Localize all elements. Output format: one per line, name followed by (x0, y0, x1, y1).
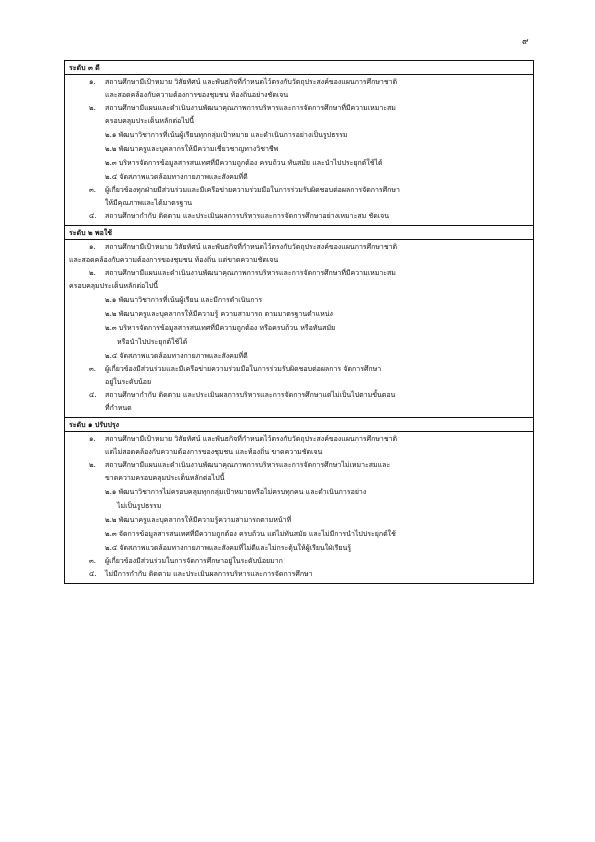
criterion-text: และสอดคล้องกับความต้องการของชุมชน ท้องถิ่นอย่างชัดเจน (105, 91, 289, 99)
criterion-text: สถานศึกษามีแผนและดำเนินงานพัฒนาคุณภาพการบริหารและการจัดการศึกษาที่มีความเหมาะสม (105, 104, 396, 112)
criterion-item (65, 267, 533, 280)
sub-criterion (65, 128, 533, 142)
criterion-text: สถานศึกษามีแผนและดำเนินงานพัฒนาคุณภาพการบริหารและการจัดการศึกษาที่มีความเหมาะสม (105, 269, 396, 277)
criteria-table (64, 60, 534, 584)
criterion-text: สถานศึกษามีแผนและดำเนินงานพัฒนาคุณภาพการบริหารและการจัดการศึกษาไม่เหมาะสมและ (105, 461, 391, 469)
criterion-number: ๔. (89, 212, 97, 220)
criterion-text: ให้มีคุณภาพและได้มาตรฐาน (105, 199, 193, 207)
criterion-item (65, 76, 533, 102)
sub-criterion-text: ๒.๑ พัฒนาวิชาการที่เน้นผู้เรียน และมีการดำเนินการ (105, 296, 263, 304)
criterion-item (65, 102, 533, 128)
level-header: ระดับ ๓ ดี (65, 61, 533, 75)
sub-criterion (65, 307, 533, 321)
criterion-number: ๓. (89, 186, 97, 194)
sub-criterion (65, 293, 533, 307)
criterion-number: ๓. (89, 365, 97, 373)
criterion-item (65, 184, 533, 210)
level-block-fair (65, 225, 533, 417)
criterion-number: ๒. (89, 269, 96, 277)
sub-criterion (65, 485, 533, 513)
sub-criterion-text: ๒.๔ จัดสภาพแวดล้อมทางกายภาพและสังคมที่ดี (105, 352, 248, 360)
sub-criterion (65, 513, 533, 527)
level-header: ระดับ ๒ พอใช้ (65, 225, 533, 240)
level-block-improve (65, 417, 533, 583)
criterion-continuation: ครอบคลุมประเด็นหลักต่อไปนี้ (69, 282, 159, 290)
criterion-text: ผู้เกี่ยวข้องมีส่วนร่วมและมีเครือข่ายความร่วมมือในการร่วมรับผิดชอบต่อผลการ จัดการศึกษา (105, 365, 382, 373)
sub-criterion-text: ๒.๒ พัฒนาครูและบุคลากรให้มีความรู้ความสามารถตามหน้าที่ (105, 516, 292, 524)
criterion-text: สถานศึกษากำกับ ติดตาม และประเมินผลการบริหารและการจัดการศึกษาอย่างเหมาะสม ชัดเจน (105, 212, 390, 220)
criterion-text: ผู้เกี่ยวข้องมีส่วนร่วมในการจัดการศึกษาอยู่ในระดับน้อยมาก (105, 557, 283, 565)
criterion-number: ๑. (89, 78, 96, 86)
criterion-item (65, 210, 533, 223)
criterion-item (65, 433, 533, 459)
level-header: ระดับ ๑ ปรับปรุง (65, 417, 533, 432)
criterion-text: สถานศึกษากำกับ ติดตาม และประเมินผลการบริหารและการจัดการศึกษาแต่ไม่เป็นไปตามขั้นตอน (105, 391, 396, 399)
sub-criterion (65, 170, 533, 184)
sub-criterion (65, 527, 533, 541)
level-body (65, 240, 533, 417)
sub-criterion-text: ไม่เป็นรูปธรรม (117, 502, 162, 510)
criterion-number: ๒. (89, 461, 96, 469)
level-block-good (65, 61, 533, 225)
sub-criterion-text: ๒.๓ บริหารจัดการข้อมูลสารสนเทศที่มีความถูกต้อง ครบถ้วน ทันสมัย และนำไปประยุกต์ใช้ได้ (105, 159, 383, 167)
sub-criterion-text: ๒.๓ บริหารจัดการข้อมูลสารสนเทศที่มีความถูกต้อง หรือครบถ้วน หรือทันสมัย (105, 324, 336, 332)
sub-criterion (65, 142, 533, 156)
sub-criterion (65, 541, 533, 555)
criterion-number: ๓. (89, 557, 97, 565)
criterion-item (65, 241, 533, 254)
sub-criterion (65, 321, 533, 349)
criterion-number: ๔. (89, 391, 97, 399)
level-body (65, 432, 533, 583)
criterion-number: ๑. (89, 435, 96, 443)
criterion-number: ๒. (89, 104, 96, 112)
sub-criterion-text: ๒.๒ พัฒนาครูและบุคลากรให้มีความรู้ ความสามารถ ตามมาตรฐานตำแหน่ง (105, 310, 333, 318)
criterion-number: ๑. (89, 243, 96, 251)
criterion-text: ขาดความครอบคลุมประเด็นหลักต่อไปนี้ (105, 474, 225, 482)
criterion-text: ครอบคลุมประเด็นหลักต่อไปนี้ (105, 117, 195, 125)
sub-criterion-text: ๒.๓ จัดการข้อมูลสารสนเทศที่มีความถูกต้อง ครบถ้วน แต่ไม่ทันสมัย และไม่มีการนำไปประยุกต์ใช้ (105, 530, 396, 538)
sub-criterion-text: ๒.๑ พัฒนาวิชาการที่เน้นผู้เรียนทุกกลุ่มเป้าหมาย และดำเนินการอย่างเป็นรูปธรรม (105, 131, 348, 139)
criterion-text: สถานศึกษามีเป้าหมาย วิสัยทัศน์ และพันธกิจที่กำหนดไว้ตรงกับวัตถุประสงค์ของแผนการศึกษาชาติ (105, 243, 398, 251)
criterion-item (65, 555, 533, 568)
criterion-text: สถานศึกษามีเป้าหมาย วิสัยทัศน์ และพันธกิจที่กำหนดไว้ตรงกับวัตถุประสงค์ของแผนการศึกษาชาติ (105, 78, 398, 86)
sub-criterion (65, 156, 533, 170)
sub-criterion-text: หรือนำไปประยุกต์ใช้ได้ (117, 338, 188, 346)
sub-criterion-text: ๒.๑ พัฒนาวิชาการไม่ครอบคลุมทุกกลุ่มเป้าหมายหรือไม่ครบทุกคน และดำเนินการอย่าง (105, 488, 367, 496)
level-body (65, 75, 533, 225)
criterion-text: สถานศึกษามีเป้าหมาย วิสัยทัศน์ และพันธกิจที่กำหนดไว้ตรงกับวัตถุประสงค์ของแผนการศึกษาชาติ (105, 435, 398, 443)
sub-criterion-text: ๒.๔ จัดสภาพแวดล้อมทางกายภาพและสังคมที่ไม่ดีและไม่กระตุ้นให้ผู้เรียนใฝ่เรียนรู้ (105, 544, 352, 552)
criterion-continuation: และสอดคล้องกับความต้องการของชุมชน ท้องถิ่น แต่ขาดความชัดเจน (69, 256, 279, 264)
criterion-item (65, 363, 533, 389)
criterion-text: อยู่ในระดับน้อย (105, 378, 152, 386)
page-number: ๙ (522, 37, 529, 47)
criterion-text: ผู้เกี่ยวข้องทุกฝ่ายมีส่วนร่วมและมีเครือข่ายความร่วมมือในการร่วมรับผิดชอบต่อผลการจัดการศึกษา (105, 186, 400, 194)
criterion-text: ที่กำหนด (105, 404, 132, 412)
sub-criterion-text: ๒.๒ พัฒนาครูและบุคลากรให้มีความเชี่ยวชาญทางวิชาชีพ (105, 145, 279, 153)
criterion-item (65, 568, 533, 581)
criterion-number: ๔. (89, 570, 97, 578)
criterion-item (65, 389, 533, 415)
criterion-item (65, 459, 533, 485)
criterion-text: แต่ไม่สอดคล้องกับความต้องการของชุมชน และท้องถิ่น ขาดความชัดเจน (105, 448, 323, 456)
sub-criterion (65, 349, 533, 363)
criterion-text: ไม่มีการกำกับ ติดตาม และประเมินผลการบริหารและการจัดการศึกษา (105, 570, 313, 578)
sub-criterion-text: ๒.๔ จัดสภาพแวดล้อมทางกายภาพและสังคมที่ดี (105, 173, 248, 181)
